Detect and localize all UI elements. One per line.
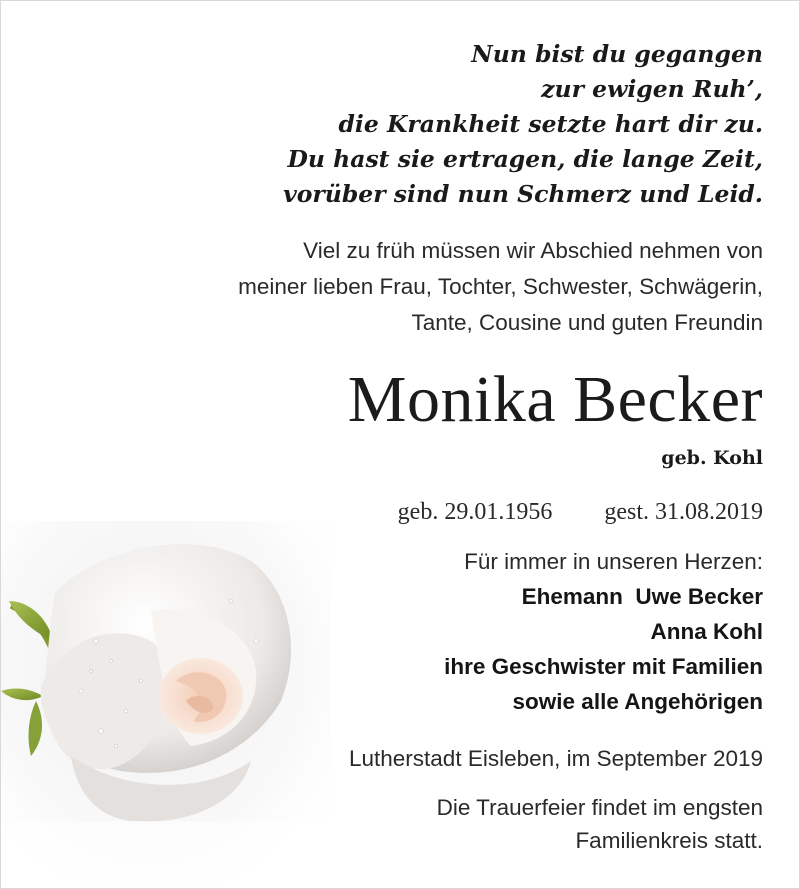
mourner-line: Ehemann Uwe Becker [521,584,763,609]
intro-line: Tante, Cousine und guten Freundin [411,310,763,335]
mourners [444,544,763,719]
poem-line: Du hast sie ertragen, die lange Zeit, [287,145,763,173]
death-date: gest. 31.08.2019 [604,499,763,525]
poem-line: die Krankheit setzte hart dir zu. [338,110,763,138]
mourner-line: Anna Kohl [650,619,763,644]
funeral-line: Familienkreis statt. [575,828,763,853]
intro-line: Viel zu früh müssen wir Abschied nehmen von [303,238,763,263]
maiden-name: geb. Kohl [661,447,763,469]
funeral-line: Die Trauerfeier findet im engsten [436,795,763,820]
life-dates [398,496,763,528]
intro-line: meiner lieben Frau, Tochter, Schwester, Schwägerin, [238,274,763,299]
intro-text [238,233,763,341]
mourner-line: ihre Geschwister mit Familien [444,654,763,679]
mourner-line: sowie alle Angehörigen [512,689,763,714]
poem-line: zur ewigen Ruh’, [541,75,763,103]
birth-date: geb. 29.01.1956 [397,499,553,525]
funeral-notice [437,791,763,857]
mourners-heading: Für immer in unseren Herzen: [464,549,763,574]
poem-line: Nun bist du gegangen [471,40,763,68]
poem [283,37,763,212]
white-rose-image [1,521,331,889]
place-date: Lutherstadt Eisleben, im September 2019 [349,746,763,771]
deceased-name: Monika Becker [347,363,763,436]
poem-line: vorüber sind nun Schmerz und Leid. [283,180,763,208]
